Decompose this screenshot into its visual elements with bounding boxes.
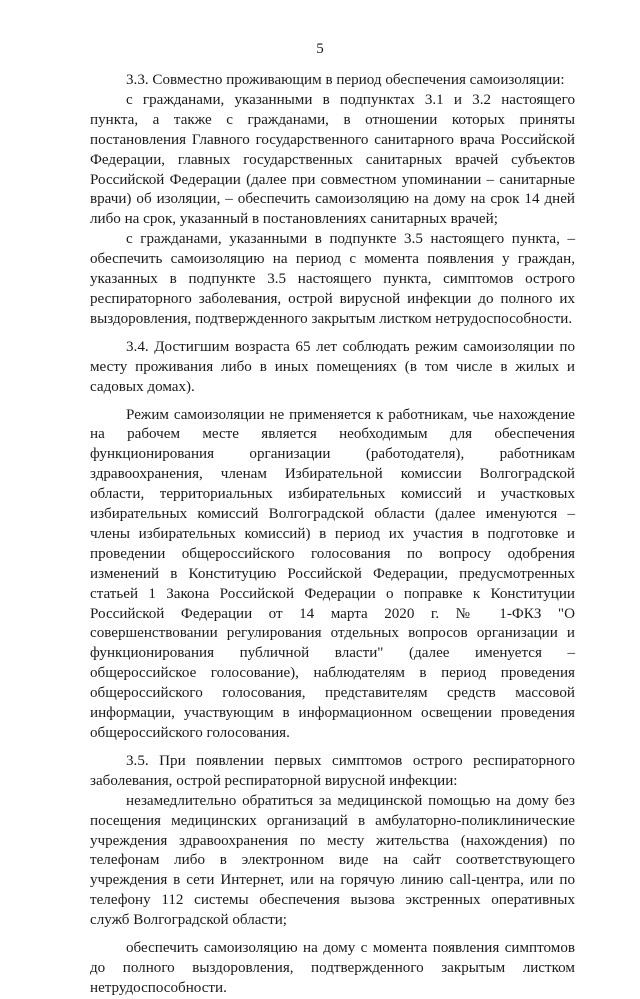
paragraph-3-3-cohabitants-isolation: с гражданами, указанными в подпунктах 3.1 и 3.2 настоящего пункта, а также с гражданами, в отношении которых приняты постановления Главного государственного санитарного врача Российской Федерации, главных государственных санитарных врачей субъектов Российской Федерации (далее при совместном упоминании – санитарные врачи) об изоляции, – обеспечить самоизоляцию на дому на срок 14 дней либо на срок, указанный в постановлениях санитарных врачей; <box>90 91 575 228</box>
paragraph-3-3-cohabitants-symptoms: с гражданами, указанными в подпункте 3.5 настоящего пункта, – обеспечить самоизоляцию на период с момента появления у граждан, указанных в подпункте 3.5 настоящего пункта, симптомов острого респираторного заболевания, острой вирусной инфекции до полного их выздоровления, подтвержденного закрытым листком нетрудоспособности. <box>90 231 575 327</box>
paragraph-3-4: 3.4. Достигшим возраста 65 лет соблюдать режим самоизоляции по месту проживания либо в иных помещениях (в том числе в жилых и садовых домах). <box>90 338 575 395</box>
paragraph-3-5: 3.5. При появлении первых симптомов острого респираторного заболевания, острой респираторной вирусной инфекции: <box>90 752 575 789</box>
paragraph-3-5-self-isolation: обеспечить самоизоляцию на дому с момента появления симптомов до полного выздоровления, подтвержденного закрытым листком нетрудоспособности. <box>90 940 575 996</box>
page-number: 5 <box>316 41 324 57</box>
document-body <box>90 71 575 999</box>
paragraph-3-3: 3.3. Совместно проживающим в период обеспечения самоизоляции: <box>126 72 565 88</box>
paragraph-3-4-exceptions: Режим самоизоляции не применяется к работникам, чье нахождение на рабочем месте является необходимым для обеспечения функционирования организации (работодателя), работникам здравоохранения, членам Избирательной комиссии Волгоградской области, территориальных избирательных комиссий и участковых избирательных комиссий Волгоградской области (далее именуются – члены избирательных комиссий) в период их участия в подготовке и проведении общероссийского голосования по вопросу одобрения изменений в Конституцию Российской Федерации, предусмотренных статьей 1 Закона Российской Федерации о поправке к Конституции Российской Федерации от 14 марта 2020 г. № 1-ФКЗ "О совершенствовании регулирования отдельных вопросов организации и функционирования публичной власти" (далее именуется – общероссийское голосование), наблюдателям в период проведения общероссийского голосования, представителям средств массовой информации, участвующим в информационном освещении проведения общероссийского голосования. <box>90 406 575 741</box>
paragraph-3-5-medical-help: незамедлительно обратиться за медицинской помощью на дому без посещения медицинских организаций в амбулаторно-поликлинические учреждения здравоохранения по месту жительства (нахождения) по телефонам либо в электронном виде на сайт соответствующего учреждения в сети Интернет, или на горячую линию call-центра, или по телефону 112 системы обеспечения вызова экстренных оперативных служб Волгоградской области; <box>90 792 575 929</box>
